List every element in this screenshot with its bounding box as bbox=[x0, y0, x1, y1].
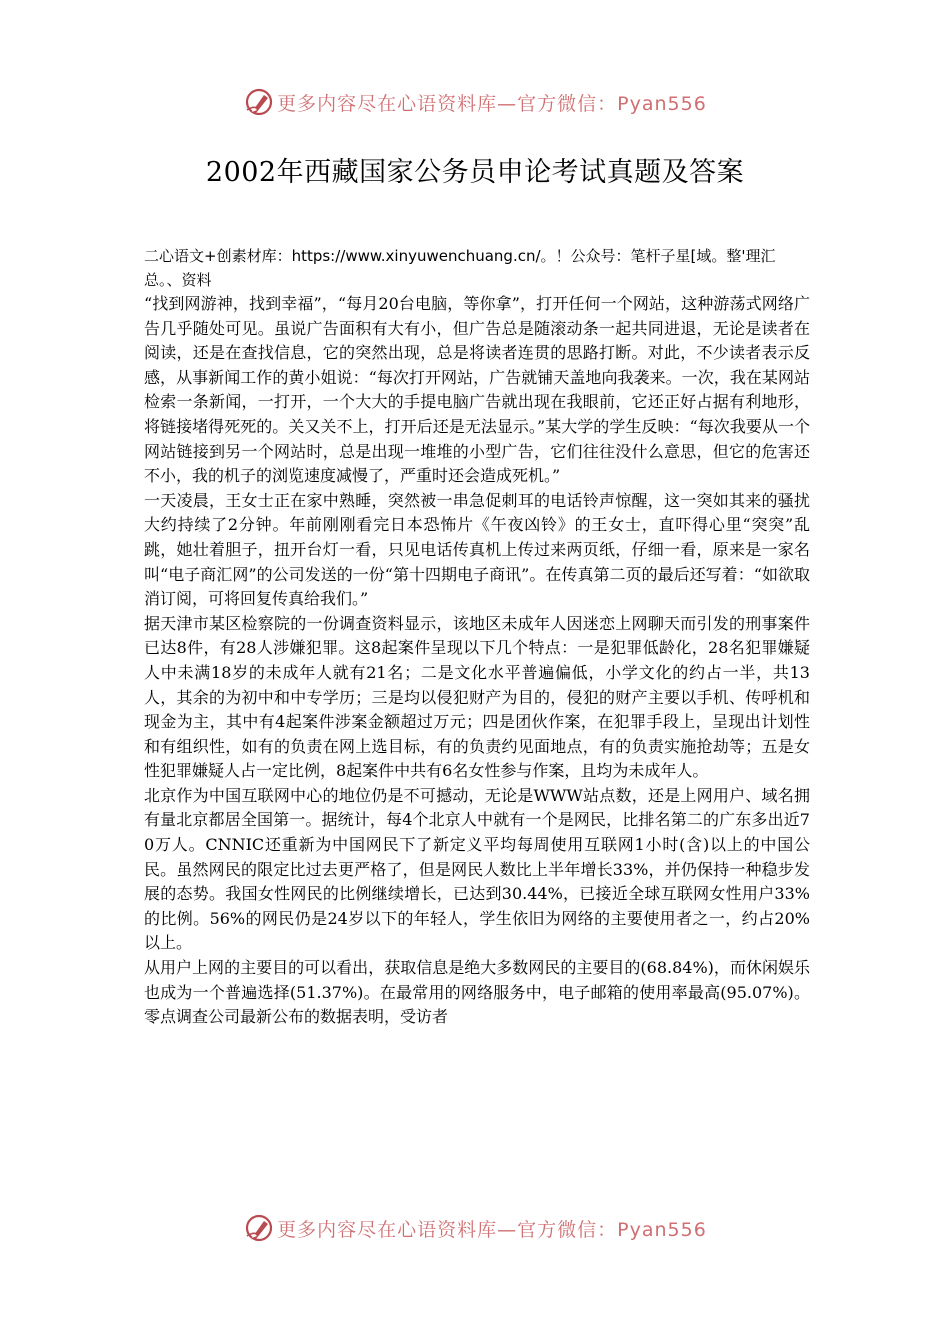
pen-nib-logo-icon bbox=[243, 1212, 275, 1244]
header-banner bbox=[0, 82, 950, 122]
pen-nib-logo-icon bbox=[243, 86, 275, 118]
document-title: 2002年西藏国家公务员申论考试真题及答案 bbox=[205, 157, 745, 188]
paragraph-4: 北京作为中国互联网中心的地位仍是不可撼动，无论是WWW站点数，还是上网用户、域名拥有量北京都居全国第一。据统计，每4个北京人中就有一个是网民，比排名第二的广东多出近70万人。CNNIC还重新为中国网民下了新定义平均每周使用互联网1小时(含)以上的中国公民。虽然网民的限定比过去更严格了，但是网民人数比上半年增长33%，并仍保持一种稳步发展的态势。我国女性网民的比例继续增长，已达到30.44%，已接近全球互联网女性用户33%的比例。56%的网民仍是24岁以下的年轻人，学生依旧为网络的主要使用者之一，约占20%以上。 bbox=[144, 785, 810, 953]
paragraph-3: 据天津市某区检察院的一份调查资料显示，该地区未成年人因迷恋上网聊天而引发的刑事案件已达8件，有28人涉嫌犯罪。这8起案件呈现以下几个特点：一是犯罪低龄化，28名犯罪嫌疑人中未满18岁的未成年人就有21名；二是文化水平普遍偏低，小学文化的约占一半，共13人，其余的为初中和中专学历；三是均以侵犯财产为目的，侵犯的财产主要以手机、传呼机和现金为主，其中有4起案件涉案金额超过万元；四是团伙作案，在犯罪手段上，呈现出计划性和有组织性，如有的负责在网上选目标，有的负责约见面地点，有的负责实施抢劫等；五是女性犯罪嫌疑人占一定比例，8起案件中共有6名女性参与作案，且均为未成年人。 bbox=[144, 613, 810, 781]
source-note: 二心语文+创素材库：https://www.xinyuwenchuang.cn/。！公众号：笔杆子星[域。整'理汇总。、资料 bbox=[144, 247, 776, 289]
footer-banner bbox=[0, 1208, 950, 1248]
paragraph-2: 一天凌晨，王女士正在家中熟睡，突然被一串急促刺耳的电话铃声惊醒，这一突如其来的骚扰大约持续了2分钟。年前刚刚看完日本恐怖片《午夜凶铃》的王女士，直吓得心里“突突”乱跳，她壮着胆子，扭开台灯一看，只见电话传真机上传过来两页纸，仔细一看，原来是一家名叫“电子商汇网”的公司发送的一份“第十四期电子商讯”。在传真第二页的最后还写着：“如欲取消订阅，可将回复传真给我们。” bbox=[144, 490, 810, 609]
banner-text: 更多内容尽在心语资料库—官方微信：Pyan556 bbox=[277, 92, 707, 115]
banner-text: 更多内容尽在心语资料库—官方微信：Pyan556 bbox=[277, 1218, 707, 1241]
document-body bbox=[144, 244, 810, 1030]
paragraph-5: 从用户上网的主要目的可以看出，获取信息是绝大多数网民的主要目的(68.84%)，而休闲娱乐也成为一个普遍选择(51.37%)。在最常用的网络服务中，电子邮箱的使用率最高(95.07%)。零点调查公司最新公布的数据表明，受访者 bbox=[144, 958, 810, 1027]
paragraph-1: “找到网游神，找到幸福”，“每月20台电脑，等你拿”，打开任何一个网站，这种游荡式网络广告几乎随处可见。虽说广告面积有大有小，但广告总是随滚动条一起共同进退，无论是读者在阅读，还是在查找信息，它的突然出现，总是将读者连贯的思路打断。对此，不少读者表示反感，从事新闻工作的黄小姐说：“每次打开网站，广告就铺天盖地向我袭来。一次，我在某网站检索一条新闻，一打开，一个大大的手提电脑广告就出现在我眼前，它还正好占据有利地形，将链接堵得死死的。关又关不上，打开后还是无法显示。”某大学的学生反映：“每次我要从一个网站链接到另一个网站时，总是出现一堆堆的小型广告，它们往往没什么意思，但它的危害还不小，我的机子的浏览速度减慢了，严重时还会造成死机。” bbox=[144, 294, 810, 486]
